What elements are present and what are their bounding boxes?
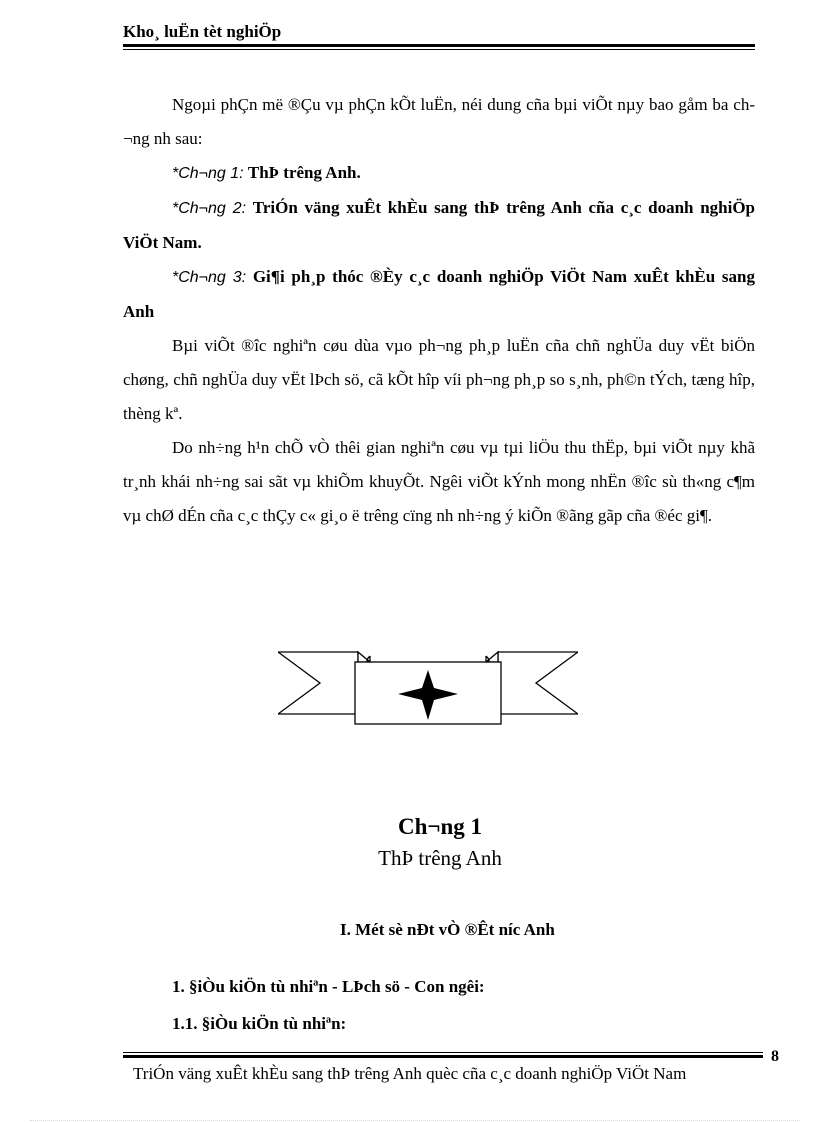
chapter-item-3: [123, 260, 755, 329]
footer-rule-bottom: [123, 1055, 763, 1058]
ribbon-right-tail: [498, 652, 578, 714]
chapter-3-prefix: *Ch¬ng 3:: [172, 269, 247, 286]
subheading-1: 1. §iÒu kiÖn tù nhiªn - LÞch sö - Con ngêi:: [172, 977, 485, 996]
header-rule-bottom: [123, 49, 755, 50]
chapter-title: ThÞ trêng Anh: [378, 846, 502, 870]
ribbon-banner: [278, 648, 578, 738]
page-number: 8: [771, 1048, 779, 1065]
method-paragraph: Bµi viÕt ®îc nghiªn cøu dùa vµo ph¬ng ph¸p luËn cña chñ nghÜa duy vËt biÖn chøng, chñ nghÜa duy vËt lÞch sö, cã kÕt hîp víi ph¬ng ph¸p so s¸nh, ph©n tÝch, tæng hîp, thèng kª.: [123, 336, 755, 423]
chapter-1-title: ThÞ trêng Anh.: [247, 163, 361, 182]
footer-rule-top: [123, 1052, 763, 1053]
header-title: Kho¸ luËn tèt nghiÖp: [123, 22, 282, 41]
chapter-1-prefix: *Ch¬ng 1:: [172, 165, 244, 182]
body-text: [123, 88, 755, 533]
ribbon-left-tail: [278, 652, 358, 714]
footer-text: TriÓn väng xuÊt khÈu sang thÞ trêng Anh quèc cña c¸c doanh nghiÖp ViÖt Nam: [133, 1064, 687, 1083]
chapter-2-prefix: *Ch¬ng 2:: [172, 200, 247, 217]
limits-paragraph: Do nh÷ng h¹n chÕ vÒ thêi gian nghiªn cøu vµ tµi liÖu thu thËp, bµi viÕt nµy khã tr¸nh khái nh÷ng sai sãt vµ khiÕm khuyÕt. Ngêi viÕt kÝnh mong nhËn ®îc sù th«ng c¶m vµ chØ dÉn cña c¸c thÇy c« gi¸o ë trêng cïng nh nh÷ng ý kiÕn ®ãng gãp cña ®éc gi¶.: [123, 438, 755, 525]
subheading-2: 1.1. §iÒu kiÖn tù nhiªn:: [172, 1014, 347, 1033]
page-bottom-border: [30, 1120, 800, 1121]
chapter-item-2: [123, 191, 755, 260]
chapter-3-title: Gi¶i ph¸p thóc ®Èy c¸c doanh nghiÖp ViÖt Nam xuÊt khÈu sang Anh: [123, 267, 755, 321]
header-rule-top: [123, 44, 755, 47]
section-heading: I. Mét sè nÐt vÒ ®Êt níc Anh: [340, 920, 555, 939]
chapter-item-1: [123, 156, 755, 191]
intro-paragraph: Ngoµi phÇn më ®Çu vµ phÇn kÕt luËn, néi dung cña bµi viÕt nµy bao gåm ba ch¬ng nh sau:: [123, 95, 755, 148]
chapter-number: Ch¬ng 1: [397, 814, 483, 839]
chapter-2-title: TriÓn väng xuÊt khÈu sang thÞ trêng Anh cña c¸c doanh nghiÖp ViÖt Nam.: [123, 198, 756, 252]
